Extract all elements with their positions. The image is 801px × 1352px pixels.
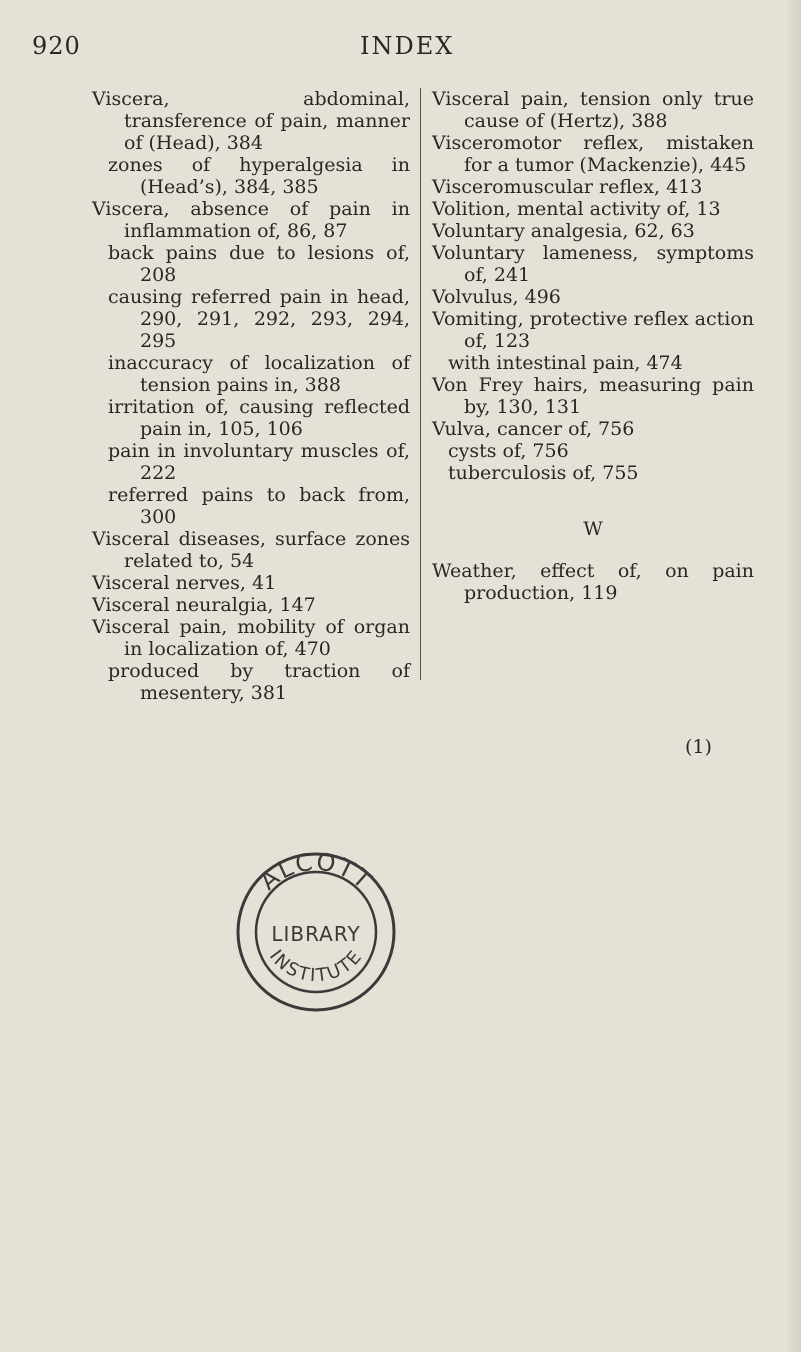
- index-entry: Volition, mental activity of, 13: [432, 198, 721, 220]
- index-subentry: zones of hyperalgesia in (Head’s), 384, 385: [108, 154, 410, 198]
- index-subentry: irritation of, causing reflected pain in, 105, 106: [108, 396, 410, 440]
- index-entry: Viscera, abdominal, transference of pain, manner of (Head), 384: [92, 88, 410, 154]
- index-subentry: back pains due to lesions of, 208: [108, 242, 410, 286]
- section-letter: W: [583, 518, 603, 540]
- left-index-column: [92, 88, 410, 704]
- index-subentry: causing referred pain in head, 290, 291, 292, 293, 294, 295: [108, 286, 410, 352]
- index-subentry: referred pains to back from, 300: [108, 484, 410, 528]
- index-entry: Voluntary lameness, symptoms of, 241: [432, 242, 754, 286]
- stamp-top-text: ALCOTT: [254, 848, 378, 896]
- column-divider: [420, 88, 421, 680]
- running-head: INDEX: [360, 32, 455, 60]
- index-entry: Weather, effect of, on pain production, 119: [432, 560, 754, 604]
- stamp-bottom-text: INSTITUTE: [264, 945, 368, 987]
- index-entry: Volvulus, 496: [432, 286, 561, 308]
- library-stamp: [232, 848, 400, 1016]
- index-subentry: cysts of, 756: [448, 440, 569, 462]
- right-index-column: [432, 88, 754, 604]
- index-entry: Viscera, absence of pain in inflammation of, 86, 87: [92, 198, 410, 242]
- index-entry: Visceral pain, tension only true cause of (Hertz), 388: [432, 88, 754, 132]
- index-entry: Voluntary analgesia, 62, 63: [432, 220, 695, 242]
- footnote-mark: (1): [685, 736, 712, 758]
- index-entry: Visceromuscular reflex, 413: [432, 176, 703, 198]
- index-entry: Von Frey hairs, measuring pain by, 130, 131: [432, 374, 754, 418]
- page-edge: [787, 0, 801, 1352]
- stamp-center-text: LIBRARY: [271, 922, 361, 946]
- index-entry: Vomiting, protective reflex action of, 123: [432, 308, 754, 352]
- index-entry: Vulva, cancer of, 756: [432, 418, 635, 440]
- index-entry: Visceral pain, mobility of organ in localization of, 470: [92, 616, 410, 660]
- index-subentry: with intestinal pain, 474: [448, 352, 683, 374]
- index-subentry: inaccuracy of localization of tension pains in, 388: [108, 352, 410, 396]
- index-entry: Visceral nerves, 41: [92, 572, 277, 594]
- index-subentry: pain in involuntary muscles of, 222: [108, 440, 410, 484]
- index-entry: Visceral neuralgia, 147: [92, 594, 316, 616]
- page-number: 920: [32, 32, 81, 60]
- index-entry: Visceral diseases, surface zones related to, 54: [92, 528, 410, 572]
- index-subentry: tuberculosis of, 755: [448, 462, 639, 484]
- index-entry: Visceromotor reflex, mistaken for a tumor (Mackenzie), 445: [432, 132, 754, 176]
- index-subentry: produced by traction of mesentery, 381: [108, 660, 410, 704]
